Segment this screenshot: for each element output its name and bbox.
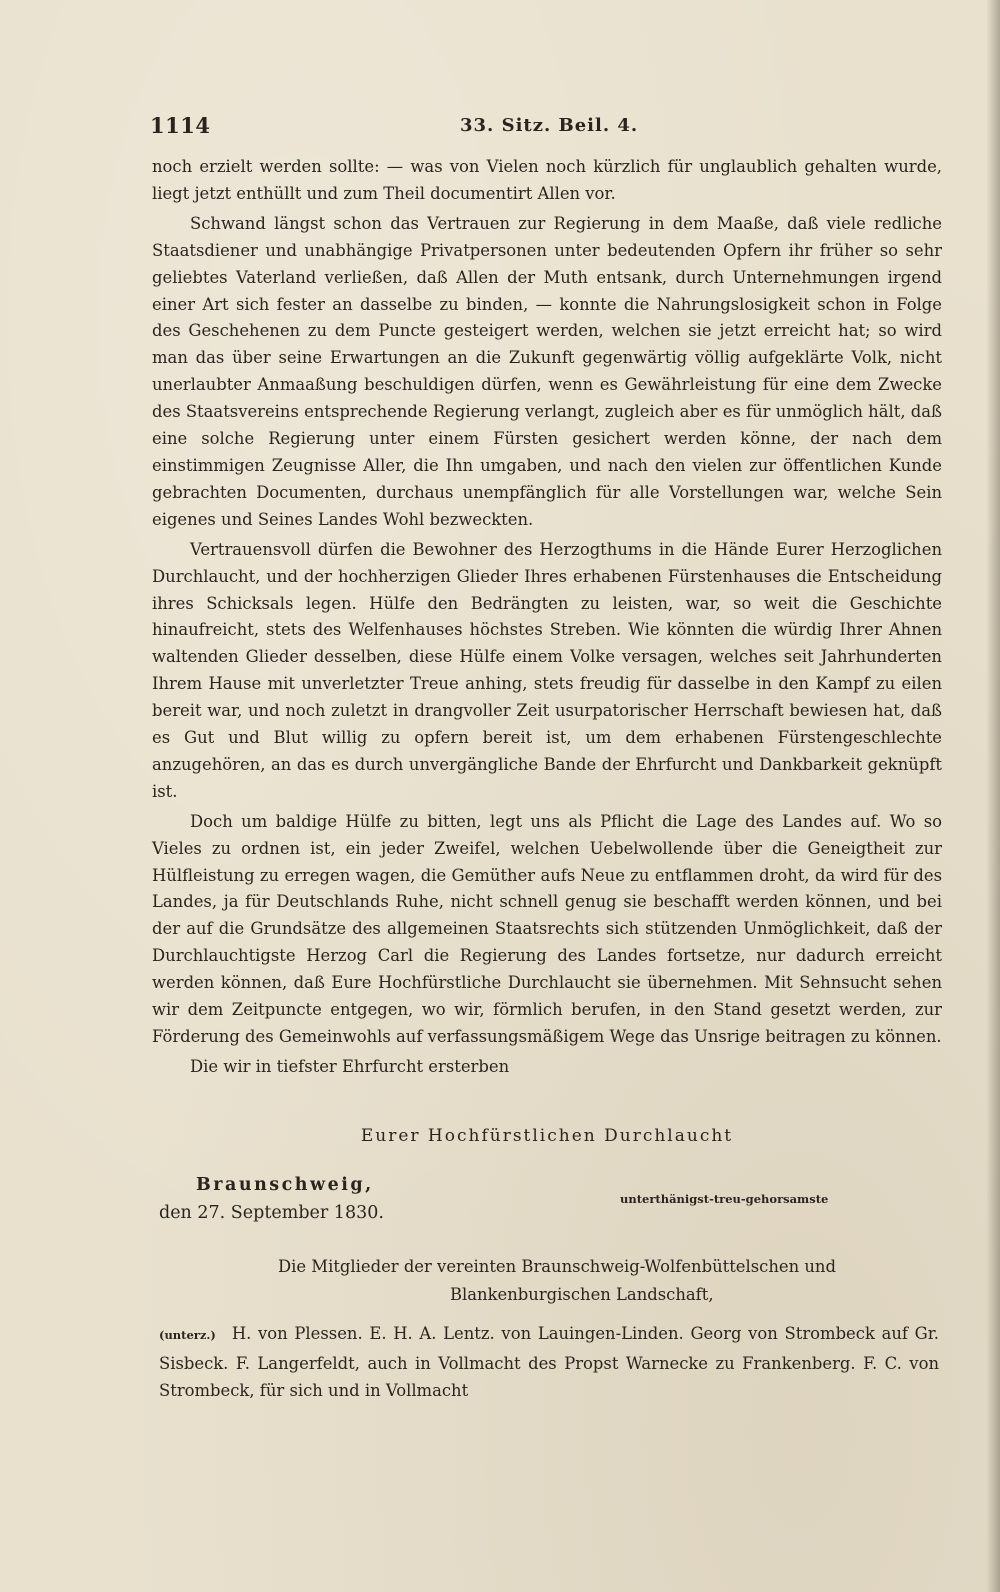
place-line: Braunschweig, [196,1175,374,1195]
paragraph: Doch um baldige Hülfe zu bitten, legt uns als Pflicht die Lage des Landes auf. Wo so Vieles zu ordnen ist, ein jeder Zweifel, welchen Uebelwollende über die Geneigtheit zur Hülfleistung zu erregen wagen, die Gemüther aufs Neue zu entflammen droht, da wird für des Landes, ja für Deutschlands Ruhe, nicht schnell genug sie beschafft werden können, und bei der auf die Grundsätze des allgemeinen Staatsrechts sich stützenden Unmöglichkeit, daß der Durchlauchtigste Herzog Carl die Regierung des Landes fortsetze, nur dadurch erreicht werden können, daß Eure Hochfürstliche Durchlaucht sie übernehmen. Mit Sehnsucht sehen wir dem Zeitpuncte entgegen, wo wir, förmlich berufen, in den Stand gesetzt werden, zur Förderung des Gemeinwohls auf verfassungsmäßigem Wege das Unsrige beitragen zu können. [152,811,942,1046]
signature-label: (unterz.) [159,1328,216,1342]
signatures-block [159,1320,939,1405]
members-block [278,1253,918,1309]
page-header [150,113,960,147]
page-number: 1114 [150,113,211,138]
members-line: Blankenburgischen Landschaft, [450,1285,714,1304]
signature-names: H. von Plessen. E. H. A. Lentz. von Lauingen-Linden. Georg von Strombeck auf Gr. Sisbeck. F. Langerfeldt, auch in Vollmacht des Propst Warnecke zu Frankenberg. F. C. von Strombeck, für sich und in Vollmacht [159,1324,939,1400]
paragraph: Vertrauensvoll dürfen die Bewohner des Herzogthums in die Hände Eurer Herzoglichen Durchlaucht, und der hochherzigen Glieder Ihres erhabenen Fürstenhauses die Entscheidung ihres Schicksals legen. Hülfe den Bedrängten zu leisten, war, so weit die Geschichte hinaufreicht, stets des Welfenhauses höchstes Streben. Wie könnten die würdig Ihrer Ahnen waltenden Glieder desselben, diese Hülfe einem Volke versagen, welches seit Jahrhunderten Ihrem Hause mit unverletzter Treue anhing, stets freudig für dasselbe in den Kampf zu eilen bereit war, und noch zuletzt in drangvoller Zeit usurpatorischer Herrschaft bewiesen hat, daß es Gut und Blut willig zu opfern bereit ist, um dem erhabenen Fürstengeschlechte anzugehören, an das es durch unvergängliche Bande der Ehrfurcht und Dankbarkeit geknüpft ist. [152,539,942,801]
closing-formula: Die wir in tiefster Ehrfurcht ersterben [190,1056,510,1076]
date-line: den 27. September 1830. [159,1203,384,1223]
address-line: Eurer Hochfürstlichen Durchlaucht [360,1126,734,1146]
body-text [152,154,942,1081]
paragraph: Schwand längst schon das Vertrauen zur Regierung in dem Maaße, daß viele redliche Staatsdiener und unabhängige Privatpersonen unter bedeutenden Opfern ihr früher so sehr geliebtes Vaterland verließen, daß Allen der Muth entsank, durch Unternehmungen irgend einer Art sich fester an dasselbe zu binden, — konnte die Nahrungslosigkeit schon in Folge des Geschehenen zu dem Puncte gesteigert werden, welchen sie jetzt erreicht hat; so wird man das über seine Erwartungen an die Zukunft gegenwärtig völlig aufgeklärte Volk, nicht unerlaubter Anmaaßung beschuldigen dürfen, wenn es Gewährleistung für eine dem Zwecke des Staatsvereins entsprechende Regierung verlangt, zugleich aber es für unmöglich hält, daß eine solche Regierung unter einem Fürsten gesichert werden könne, der nach dem einstimmigen Zeugnisse Aller, die Ihn umgaben, und nach den vielen zur öffentlichen Kunde gebrachten Documenten, durchaus unempfänglich für alle Vorstellungen war, welche Sein eigenes und Seines Landes Wohl bezweckten. [152,213,942,529]
running-head: 33. Sitz. Beil. 4. [460,115,639,136]
members-line: Die Mitglieder der vereinten Braunschweig-Wolfenbüttelschen und [278,1257,836,1276]
paragraph: noch erzielt werden sollte: — was von Vielen noch kürzlich für unglaublich gehalten wurde, liegt jetzt enthüllt und zum Theil documentirt Allen vor. [152,157,942,203]
humble-formula: unterthänigst-treu-gehorsamste [620,1192,829,1206]
